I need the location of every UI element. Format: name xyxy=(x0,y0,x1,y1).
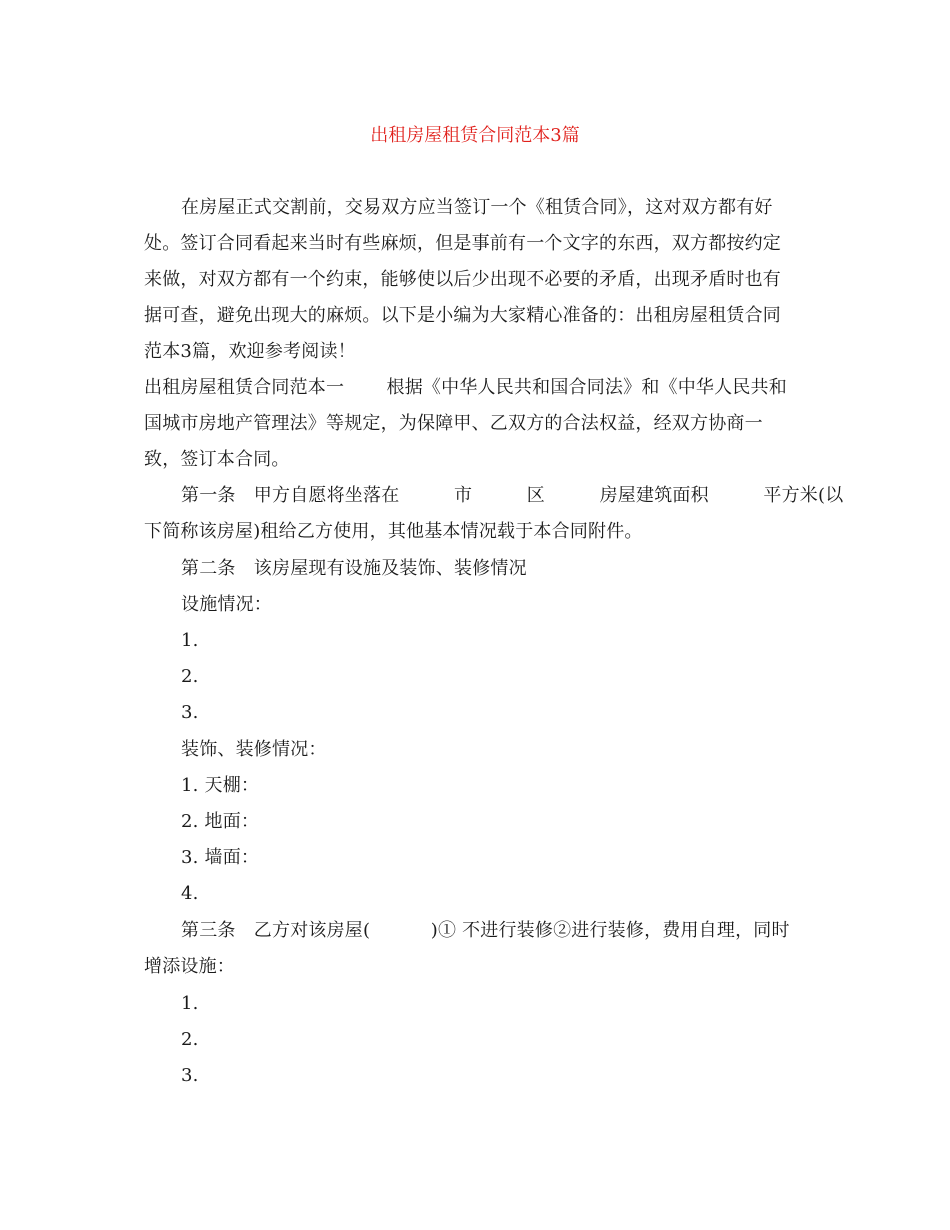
added-item-1: 1. xyxy=(181,993,199,1014)
decoration-item-1: 1. 天棚： xyxy=(181,775,260,796)
article2-heading: 第二条 该房屋现有设施及装饰、装修情况 xyxy=(181,558,527,579)
intro-line-4: 据可查，避免出现大的麻烦。以下是小编为大家精心准备的：出租房屋租赁合同 xyxy=(144,305,781,326)
facilities-item-3: 3. xyxy=(181,702,199,723)
decoration-label: 装饰、装修情况： xyxy=(181,739,327,760)
decoration-item-2: 2. 地面： xyxy=(181,811,260,832)
decoration-item-4: 4. xyxy=(181,883,199,904)
decoration-item-3: 3. 墙面： xyxy=(181,847,260,868)
preamble-line-2: 国城市房地产管理法》等规定，为保障甲、乙双方的合法权益，经双方协商一 xyxy=(144,413,763,434)
document-title: 出租房屋租赁合同范本3篇 xyxy=(370,125,580,146)
article3-line-1: 第三条 乙方对该房屋( )① 不进行装修②进行装修，费用自理，同时 xyxy=(181,920,790,941)
intro-line-3: 来做，对双方都有一个约束，能够使以后少出现不必要的矛盾，出现矛盾时也有 xyxy=(144,269,781,290)
added-item-3: 3. xyxy=(181,1065,199,1086)
facilities-label: 设施情况： xyxy=(181,594,272,615)
preamble-line-3: 致，签订本合同。 xyxy=(144,449,290,470)
intro-line-1: 在房屋正式交割前，交易双方应当签订一个《租赁合同》，这对双方都有好 xyxy=(181,197,773,218)
article1-line-1: 第一条 甲方自愿将坐落在 市 区 房屋建筑面积 平方米(以 xyxy=(181,485,844,506)
intro-line-5: 范本3篇，欢迎参考阅读！ xyxy=(144,341,356,362)
article1-line-2: 下简称该房屋)租给乙方使用，其他基本情况载于本合同附件。 xyxy=(144,521,643,542)
added-item-2: 2. xyxy=(181,1029,199,1050)
facilities-item-1: 1. xyxy=(181,630,199,651)
preamble-line-1: 出租房屋租赁合同范本一 根据《中华人民共和国合同法》和《中华人民共和 xyxy=(144,377,787,398)
facilities-item-2: 2. xyxy=(181,666,199,687)
intro-line-2: 处。签订合同看起来当时有些麻烦，但是事前有一个文字的东西，双方都按约定 xyxy=(144,233,781,254)
article3-line-2: 增添设施： xyxy=(144,956,235,977)
